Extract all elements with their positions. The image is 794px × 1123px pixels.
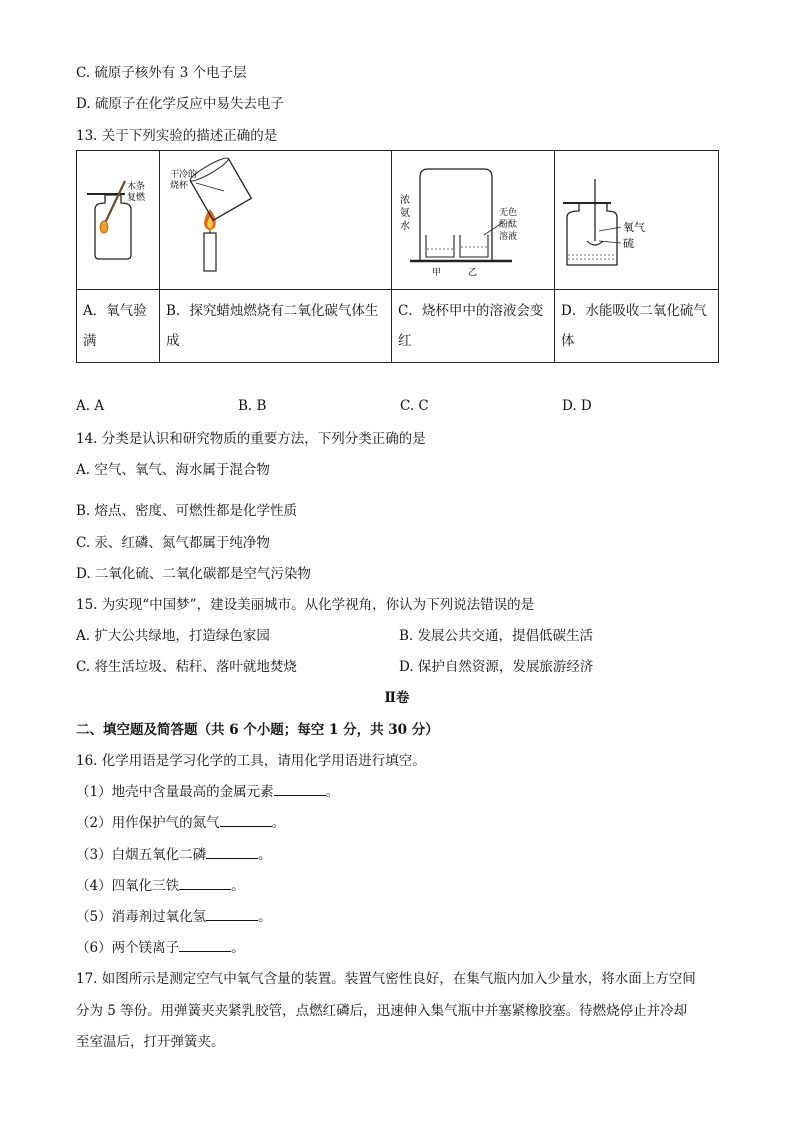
label-dry-cold-beaker: 干冷的烧杯	[170, 170, 198, 191]
answer-blank[interactable]	[206, 908, 258, 921]
q13-experiment-table	[76, 150, 719, 363]
q13-choice-d: D. D	[562, 398, 592, 414]
q16-item-end: 。	[231, 940, 245, 956]
label-phenolphthalein: 无色酚酞溶液	[499, 208, 518, 242]
section-heading: 二、填空题及简答题（共 6 个小题；每空 1 分，共 30 分）	[76, 722, 439, 738]
q17-line-3: 至室温后，打开弹簧夹。	[76, 1034, 225, 1050]
answer-blank[interactable]	[179, 939, 231, 952]
caption-c: C．烧杯甲中的溶液会变红	[398, 303, 544, 349]
q16-item-text: （3）白烟五氧化二磷	[76, 847, 207, 863]
q15-option-b: B. 发展公共交通，提倡低碳生活	[399, 628, 594, 644]
q16-item-end: 。	[258, 909, 272, 925]
q16-item-text: （5）消毒剂过氧化氢	[76, 909, 207, 925]
answer-blank[interactable]	[274, 783, 326, 796]
q12-option-c: C. 硫原子核外有 3 个电子层	[76, 65, 247, 81]
q16-item-4	[76, 877, 245, 895]
answer-blank[interactable]	[220, 814, 272, 827]
q16-stem: 16. 化学用语是学习化学的工具，请用化学用语进行填空。	[76, 753, 426, 769]
q15-option-d: D. 保护自然资源，发展旅游经济	[399, 659, 594, 675]
label-oxygen: 氧气	[623, 221, 645, 234]
label-conc-ammonia: 浓氨水	[400, 195, 410, 232]
q17-line-1: 17. 如图所示是测定空气中氧气含量的装置。装置气密性良好，在集气瓶内加入少量水，将水面上方空间	[76, 971, 696, 987]
q14-option-d: D. 二氧化硫、二氧化碳都是空气污染物	[76, 566, 311, 582]
q16-item-text: （6）两个镁离子	[76, 940, 180, 956]
figure-a-cell	[77, 151, 160, 290]
q16-item-text: （2）用作保护气的氮气	[76, 815, 220, 831]
q17-line-2: 分为 5 等份。用弹簧夹夹紧乳胶管，点燃红磷后，迅速伸入集气瓶中并塞紧橡胶塞。待燃烧停止并冷却	[76, 1003, 688, 1019]
q12-option-d: D. 硫原子在化学反应中易失去电子	[76, 96, 284, 112]
q16-item-text: （1）地壳中含量最高的金属元素	[76, 784, 274, 800]
section-title: Ⅱ卷	[384, 690, 410, 706]
caption-a: A．氧气验满	[83, 303, 147, 349]
figure-d-cell	[555, 151, 719, 290]
label-beaker-yi: 乙	[468, 268, 478, 278]
answer-blank[interactable]	[179, 877, 231, 890]
q13-choice-a: A. A	[76, 398, 105, 414]
figure-c-cell	[392, 151, 555, 290]
q16-item-end: 。	[258, 847, 272, 863]
q16-item-1	[76, 783, 339, 801]
candle-figure	[160, 151, 392, 285]
oxygen-test-figure	[77, 151, 160, 285]
q15-stem: 15. 为实现“中国梦”，建设美丽城市。从化学视角，你认为下列说法错误的是	[76, 597, 535, 613]
q16-item-end: 。	[325, 784, 340, 800]
q16-item-5	[76, 908, 272, 926]
q14-stem: 14. 分类是认识和研究物质的重要方法，下列分类正确的是	[76, 431, 426, 447]
answer-blank[interactable]	[206, 846, 258, 859]
q16-item-3	[76, 846, 272, 864]
q15-option-c: C. 将生活垃圾、秸秆、落叶就地焚烧	[76, 659, 297, 675]
q13-stem: 13. 关于下列实验的描述正确的是	[76, 128, 278, 144]
label-beaker-jia: 甲	[432, 268, 442, 278]
q16-item-text: （4）四氧化三铁	[76, 878, 180, 894]
q13-choice-c: C. C	[400, 398, 429, 414]
q14-option-a: A. 空气、氧气、海水属于混合物	[76, 462, 270, 478]
q14-option-c: C. 汞、红磷、氮气都属于纯净物	[76, 535, 270, 551]
q14-option-b: B. 熔点、密度、可燃性都是化学性质	[76, 503, 298, 519]
sulfur-combustion-figure	[555, 151, 719, 285]
caption-b: B．探究蜡烛燃烧有二氧化碳气体生成	[166, 303, 379, 349]
label-sulfur: 硫	[623, 237, 634, 250]
caption-d: D．水能吸收二氧化硫气体	[561, 303, 707, 349]
q16-item-end: 。	[271, 815, 286, 831]
q16-item-end: 。	[231, 878, 245, 894]
q16-item-6	[76, 939, 245, 957]
q13-choice-b: B. B	[238, 398, 267, 414]
figure-b-cell	[160, 151, 392, 290]
q16-item-2	[76, 814, 285, 832]
ammonia-diffusion-figure	[392, 151, 555, 285]
label-splint-relit: 木条复燃	[127, 182, 146, 203]
q15-option-a: A. 扩大公共绿地，打造绿色家园	[76, 628, 270, 644]
